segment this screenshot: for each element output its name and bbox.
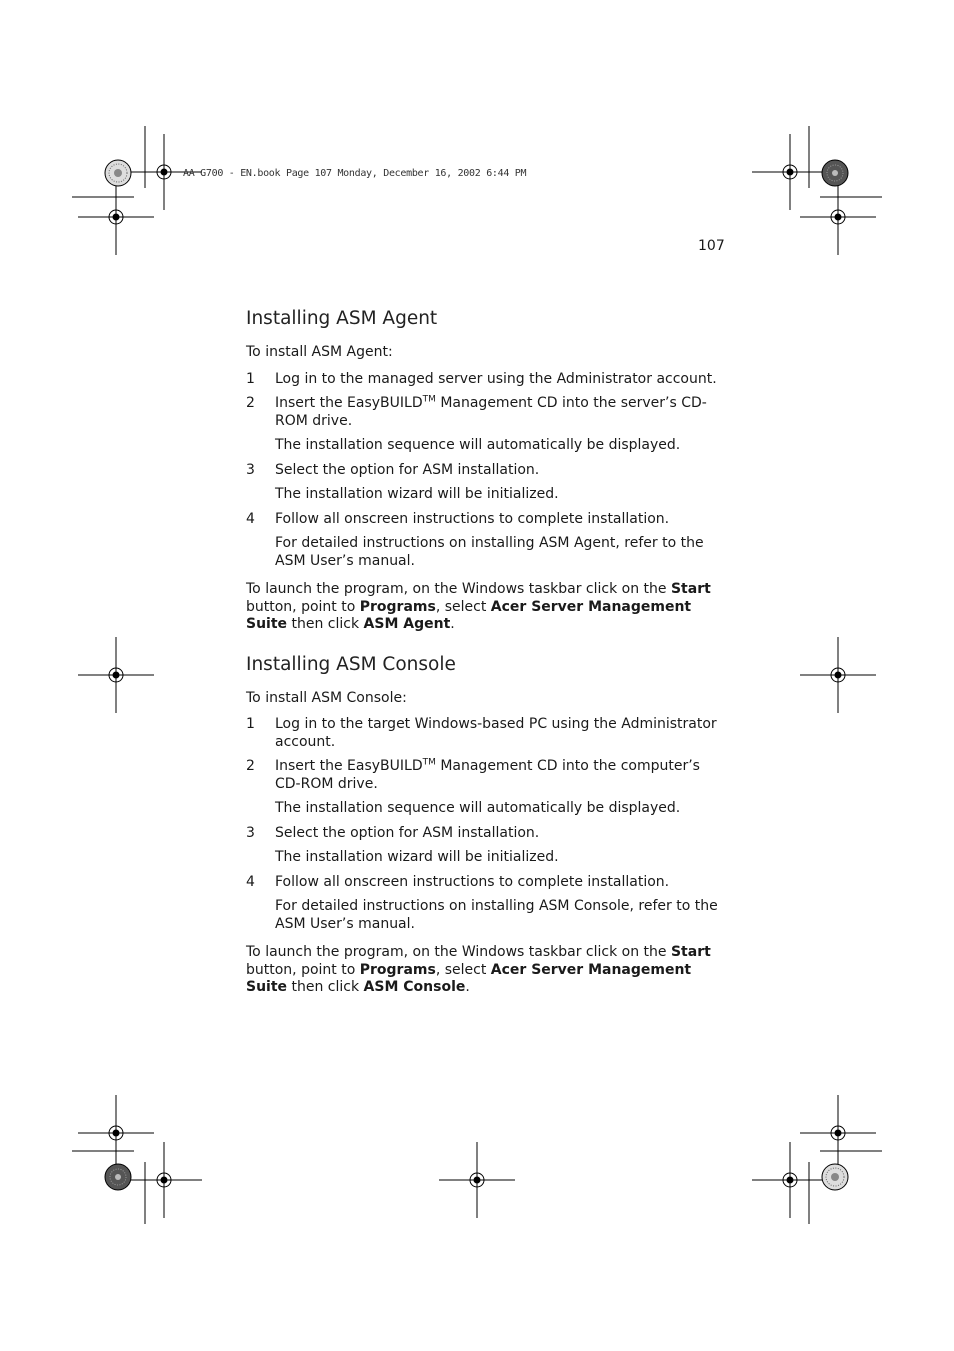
page-number: 107: [698, 238, 725, 254]
step-number: 4: [246, 873, 255, 890]
section-title-asm-agent: Installing ASM Agent: [246, 308, 438, 329]
step-text: Select the option for ASM installation.: [275, 461, 540, 478]
launch-instructions: To launch the program, on the Windows taskbar click on the Start button, point to Programs, select Acer Server Management Suite then click ASM Agent.: [246, 581, 711, 632]
launch-instructions: To launch the program, on the Windows taskbar click on the Start button, point to Programs, select Acer Server Management Suite then click ASM Console.: [246, 944, 711, 995]
step-text: Insert the EasyBUILD™ Management CD into the computer’s CD-ROM drive.: [275, 757, 700, 792]
list-item: [246, 758, 726, 793]
step-text: Log in to the target Windows-based PC using the Administrator account.: [275, 716, 717, 750]
section-title-asm-console: Installing ASM Console: [246, 653, 456, 675]
trademark-symbol: TM: [422, 757, 436, 768]
section-intro: To install ASM Console:: [246, 689, 407, 706]
step-number: 2: [246, 395, 255, 411]
step-note: The installation sequence will automatically be displayed.: [275, 437, 681, 453]
step-number: 1: [246, 370, 255, 387]
list-item: [246, 462, 726, 480]
step-text: Insert the EasyBUILD™ Management CD into the server’s CD-ROM drive.: [275, 394, 707, 429]
list-item: [246, 874, 726, 892]
list-item: [246, 371, 726, 389]
step-number: 3: [246, 824, 255, 841]
section-intro: To install ASM Agent:: [246, 344, 393, 360]
list-item: [246, 395, 726, 430]
trademark-symbol: TM: [422, 394, 436, 405]
step-note: The installation wizard will be initialized.: [275, 849, 559, 865]
step-text: Follow all onscreen instructions to complete installation.: [275, 510, 670, 527]
step-number: 3: [246, 461, 255, 478]
step-text: Log in to the managed server using the Administrator account.: [275, 370, 717, 387]
step-number: 2: [246, 758, 255, 774]
step-note: The installation sequence will automatically be displayed.: [275, 800, 681, 816]
step-number: 1: [246, 716, 255, 732]
list-item: [246, 825, 726, 843]
step-text: Select the option for ASM installation.: [275, 824, 540, 841]
step-note: The installation wizard will be initialized.: [275, 486, 559, 502]
book-header-line: AA G700 - EN.book Page 107 Monday, December 16, 2002 6:44 PM: [183, 168, 527, 179]
step-note: For detailed instructions on installing ASM Console, refer to the ASM User’s manual.: [275, 898, 718, 932]
step-number: 4: [246, 510, 255, 527]
page-body: [246, 306, 726, 1005]
step-note: For detailed instructions on installing ASM Agent, refer to the ASM User’s manual.: [275, 535, 704, 569]
list-item: [246, 716, 726, 751]
list-item: [246, 511, 726, 529]
step-text: Follow all onscreen instructions to complete installation.: [275, 873, 670, 890]
